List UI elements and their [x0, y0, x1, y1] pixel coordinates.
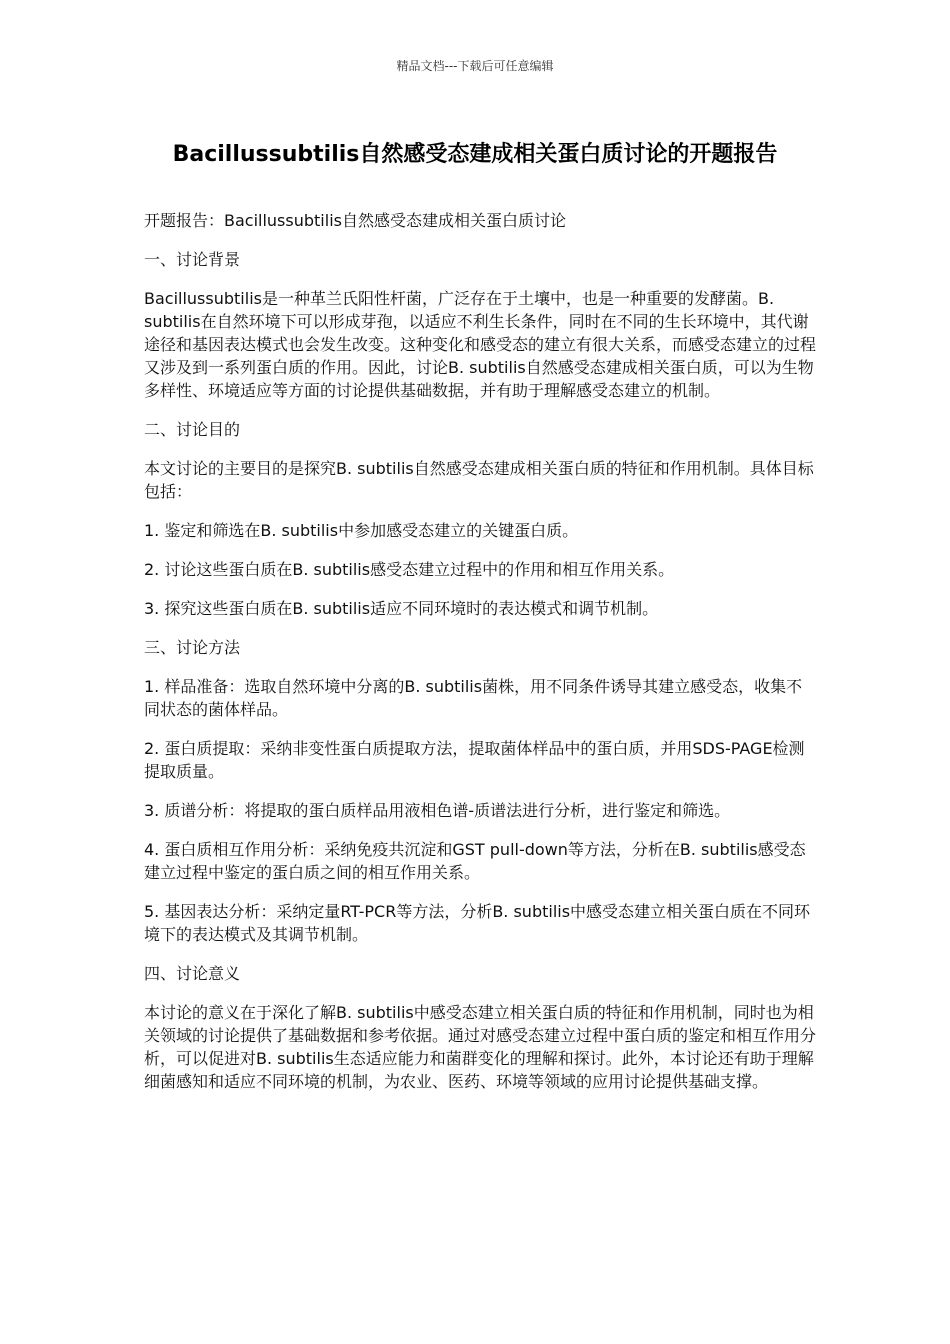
- purpose-paragraph: 本文讨论的主要目的是探究B. subtilis自然感受态建成相关蛋白质的特征和作用机制。具体目标包括：: [144, 459, 814, 501]
- purpose-item: 1. 鉴定和筛选在B. subtilis中参加感受态建立的关键蛋白质。: [144, 521, 579, 540]
- method-item: 4. 蛋白质相互作用分析：采纳免疫共沉淀和GST pull-down等方法，分析在B. subtilis感受态建立过程中鉴定的蛋白质之间的相互作用关系。: [144, 840, 806, 882]
- method-item: 5. 基因表达分析：采纳定量RT-PCR等方法，分析B. subtilis中感受态建立相关蛋白质在不同环境下的表达模式及其调节机制。: [144, 902, 811, 944]
- method-item: 1. 样品准备：选取自然环境中分离的B. subtilis菌株，用不同条件诱导其建立感受态，收集不同状态的菌体样品。: [144, 677, 803, 719]
- purpose-item: 3. 探究这些蛋白质在B. subtilis适应不同环境时的表达模式和调节机制。: [144, 599, 659, 618]
- section-heading-methods: 三、讨论方法: [144, 638, 241, 657]
- header-note: 精品文档---下载后可任意编辑: [396, 59, 554, 73]
- purpose-item: 2. 讨论这些蛋白质在B. subtilis感受态建立过程中的作用和相互作用关系。: [144, 560, 675, 579]
- intro-line: 开题报告：Bacillussubtilis自然感受态建成相关蛋白质讨论: [144, 211, 566, 230]
- method-item: 2. 蛋白质提取：采纳非变性蛋白质提取方法，提取菌体样品中的蛋白质，并用SDS-PAGE检测提取质量。: [144, 739, 805, 781]
- background-paragraph: Bacillussubtilis是一种革兰氏阳性杆菌，广泛存在于土壤中，也是一种重要的发酵菌。B. subtilis在自然环境下可以形成芽孢，以适应不利生长条件，同时在不同的生长环境中，其代谢途径和基因表达模式也会发生改变。这种变化和感受态的建立有很大关系，而感受态建立的过程又涉及到一系列蛋白质的作用。因此，讨论B. subtilis自然感受态建成相关蛋白质，可以为生物多样性、环境适应等方面的讨论提供基础数据，并有助于理解感受态建立的机制。: [144, 289, 817, 400]
- significance-paragraph: 本讨论的意义在于深化了解B. subtilis中感受态建立相关蛋白质的特征和作用机制，同时也为相关领域的讨论提供了基础数据和参考依据。通过对感受态建立过程中蛋白质的鉴定和相互作用分析，可以促进对B. subtilis生态适应能力和菌群变化的理解和探讨。此外，本讨论还有助于理解细菌感知和适应不同环境的机制，为农业、医药、环境等领域的应用讨论提供基础支撑。: [144, 1003, 817, 1091]
- section-heading-background: 一、讨论背景: [144, 250, 241, 269]
- method-item: 3. 质谱分析：将提取的蛋白质样品用液相色谱-质谱法进行分析，进行鉴定和筛选。: [144, 801, 731, 820]
- document-title: Bacillussubtilis自然感受态建成相关蛋白质讨论的开题报告: [172, 142, 778, 167]
- document-body: [144, 209, 816, 1109]
- section-heading-significance: 四、讨论意义: [144, 964, 241, 983]
- section-heading-purpose: 二、讨论目的: [144, 420, 241, 439]
